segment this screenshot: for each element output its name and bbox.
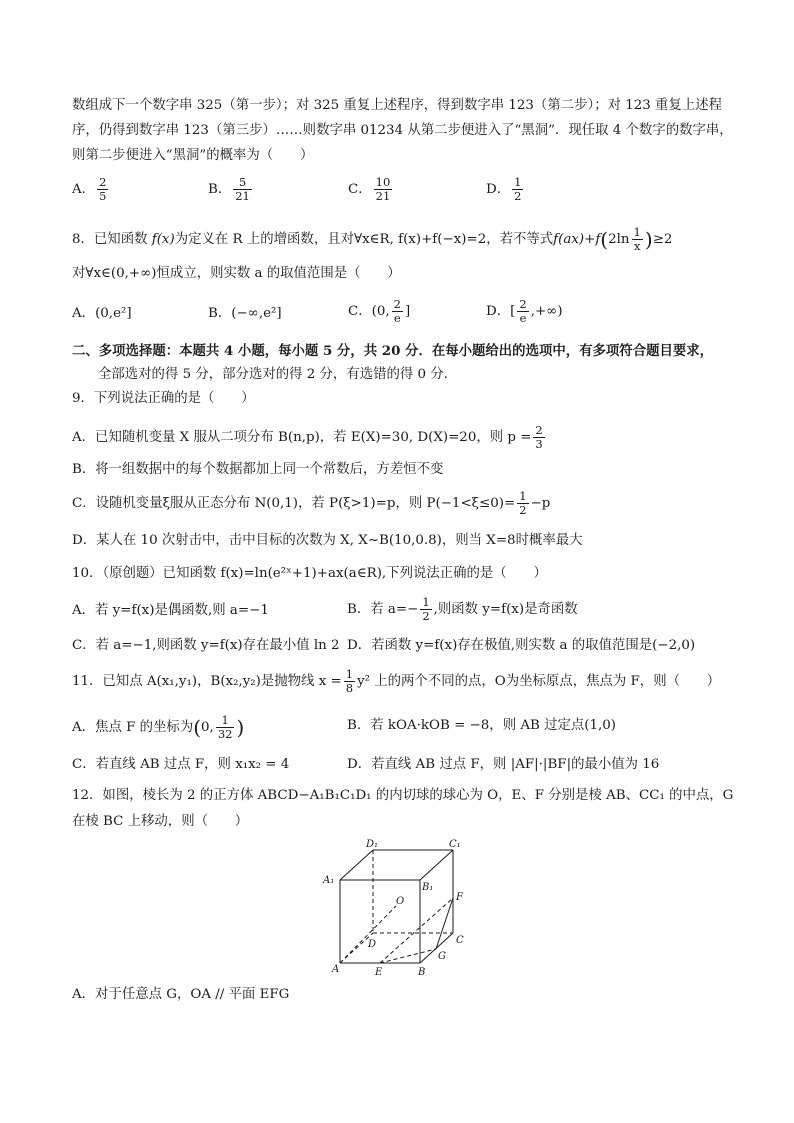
edge-a1d1	[340, 850, 373, 880]
edge-b1c1	[420, 850, 453, 880]
label-b: B	[418, 967, 426, 978]
frac-num: 2	[99, 175, 107, 189]
q12-stem-line1: 12．如图，棱长为 2 的正方体 ABCD−A₁B₁C₁D₁ 的内切球的球心为 O，E、F 分别是棱 AB、CC₁ 的中点，G	[72, 788, 734, 803]
q10-option-c: C．若 a=−1,则函数 y=f(x)存在最小值 ln 2	[72, 638, 340, 653]
q11-a-pre: A．焦点 F 的坐标为	[72, 720, 194, 735]
q11-stem-post: y² 上的两个不同的点，O为坐标原点，焦点为 F，则（ ）	[357, 674, 721, 689]
q9-option-a	[72, 424, 547, 451]
q10-b-pre: B．若 a=−	[347, 602, 419, 617]
q10-stem: 10．（原创题）已知函数 f(x)=ln(e²ˣ+1)+ax(a∈R),下列说法正确的是（ ）	[72, 566, 547, 581]
q9-c-text: C．设随机变量ξ服从正态分布 N(0,1)，若 P(ξ>1)=p，则 P(−1<ξ≤0)=	[72, 496, 516, 511]
q8-stem-a: 8．已知函数	[72, 232, 152, 247]
frac-den: 5	[99, 189, 107, 203]
q8-stem-e: 2ln	[608, 232, 630, 247]
q9-a-text: A．已知随机变量 X 服从二项分布 B(n,p)，若 E(X)=30, D(X)=20，则 p =	[72, 430, 532, 445]
q8-option-a	[72, 304, 132, 324]
label-e: E	[375, 967, 383, 978]
frac-num: 1	[633, 225, 641, 239]
q9-c-tail: −p	[530, 496, 551, 511]
option-label: D．	[486, 304, 511, 319]
q8-stem-b: f(x)	[151, 232, 175, 247]
q7-stem-line2: 序，仍得到数字串 123（第三步）……则数字串 01234 从第二步便进入了“黑洞”．现任取 4 个数字的数字串，	[72, 123, 733, 138]
option-label: C．	[348, 182, 372, 197]
q12-option-a: A．对于任意点 G，OA // 平面 EFG	[72, 987, 290, 1002]
q11-stem	[72, 668, 720, 695]
frac-num: 1	[422, 595, 430, 609]
frac-num: 2	[393, 297, 401, 311]
frac-den: x	[633, 239, 641, 253]
option-text: [	[510, 304, 516, 319]
q8-option-b	[208, 304, 282, 324]
option-label: B．	[208, 306, 232, 321]
q8-stem-line2: 对∀x∈(0,+∞)恒成立，则实数 a 的取值范围是（ ）	[72, 266, 401, 281]
option-text: ,+∞)	[530, 304, 563, 319]
q7-stem-line1: 数组成下一个数字串 325（第一步）；对 325 重复上述程序，得到数字串 123（第二步）；对 123 重复上述程	[72, 98, 722, 113]
frac-num: 2	[535, 423, 543, 437]
q11-option-c: C．若直线 AB 过点 F，则 x₁x₂ = 4	[72, 757, 290, 772]
option-label: D．	[486, 182, 511, 197]
label-c: C	[456, 935, 464, 946]
section2-heading-line2: 全部选对的得 5 分，部分选对的得 2 分，有选错的得 0 分．	[98, 367, 458, 382]
frac-num: 10	[375, 175, 391, 189]
frac-den: 2	[422, 609, 430, 623]
frac-den: 21	[235, 189, 250, 203]
label-f: F	[456, 892, 463, 903]
frac-num: 1	[514, 175, 522, 189]
option-label: A．	[72, 182, 96, 197]
segment-ao	[340, 906, 396, 963]
label-o: O	[396, 896, 405, 907]
section2-heading-line1: 二、多项选择题：本题共 4 小题，每小题 5 分，共 20 分．在每小题给出的选项中，有多项符合题目要求，	[72, 343, 714, 359]
q7-option-c	[348, 176, 394, 203]
option-label: A．	[72, 306, 96, 321]
paren-open: (	[193, 715, 202, 740]
q10-option-a: A．若 y=f(x)是偶函数,则 a=−1	[72, 603, 269, 618]
q9-option-b: B．将一组数据中的每个数据都加上同一个常数后，方差恒不变	[72, 462, 444, 477]
frac-den: e	[393, 311, 401, 325]
cube-figure	[318, 838, 478, 978]
frac-num: 1	[216, 714, 235, 728]
q8-stem-d: f(ax)+f	[553, 232, 601, 247]
q11-option-d: D．若直线 AB 过点 F，则 |AF|·|BF|的最小值为 16	[347, 757, 660, 772]
label-b1: B₁	[422, 882, 434, 893]
q9-stem: 9．下列说法正确的是（ ）	[72, 391, 255, 406]
q7-option-d	[486, 176, 525, 203]
q10-b-post: ,则函数 y=f(x)是奇函数	[433, 602, 578, 617]
option-label: B．	[208, 182, 232, 197]
frac-den: 32	[217, 727, 233, 741]
q10-option-d: D．若函数 y=f(x)存在极值,则实数 a 的取值范围是(−2,0)	[347, 638, 696, 653]
option-text: ]	[404, 304, 411, 319]
q11-stem-pre: 11．已知点 A(x₁,y₁)，B(x₂,y₂)是抛物线 x =	[72, 674, 342, 689]
q12-stem-line2: 在棱 BC 上移动，则（ ）	[72, 814, 249, 829]
frac-num: 1	[345, 667, 354, 681]
frac-den: 21	[375, 189, 391, 203]
q7-stem-line3: 则第二步便进入“黑洞”的概率为（ ）	[72, 148, 314, 163]
q8-stem-line1	[72, 226, 672, 253]
frac-num: 2	[519, 297, 527, 311]
option-text: (−∞,e²]	[231, 306, 282, 321]
label-c1: C₁	[449, 839, 461, 850]
paren-close: )	[236, 715, 245, 740]
frac-den: 8	[345, 681, 354, 695]
q9-option-d: D．某人在 10 次射击中，击中目标的次数为 X, X~B(10,0.8)，则当 X=8时概率最大	[72, 533, 583, 548]
label-d1: D₁	[366, 839, 379, 850]
label-d: D	[368, 939, 377, 950]
label-a: A	[332, 964, 340, 975]
q7-option-b	[208, 176, 254, 203]
paren-close: )	[644, 227, 653, 252]
label-g: G	[438, 951, 446, 962]
q9-option-c	[72, 490, 550, 517]
frac-den: e	[519, 311, 527, 325]
option-text: (0,e²]	[95, 306, 132, 321]
q8-option-c	[348, 298, 410, 325]
frac-den: 3	[535, 437, 543, 451]
q10-option-b	[347, 596, 578, 623]
q11-option-b: B．若 kOA·kOB = −8，则 AB 过定点(1,0)	[347, 718, 617, 733]
paren-open: (	[600, 227, 609, 252]
q8-option-d	[486, 298, 563, 325]
frac-den: 2	[514, 189, 522, 203]
q8-stem-c: 为定义在 R 上的增函数，且对∀x∈R, f(x)+f(−x)=2，若不等式	[174, 232, 554, 247]
frac-num: 5	[233, 176, 252, 190]
q7-option-a	[72, 176, 110, 203]
label-a1: A₁	[323, 875, 335, 886]
frac-den: 2	[519, 503, 527, 517]
q8-stem-f: ≥2	[652, 232, 673, 247]
q11-option-a: A．焦点 F 的坐标为(0, $\frac{1}{32}$ )	[72, 713, 245, 741]
frac-num: 1	[519, 489, 527, 503]
option-text: (0,	[371, 304, 390, 319]
option-label: C．	[348, 304, 372, 319]
